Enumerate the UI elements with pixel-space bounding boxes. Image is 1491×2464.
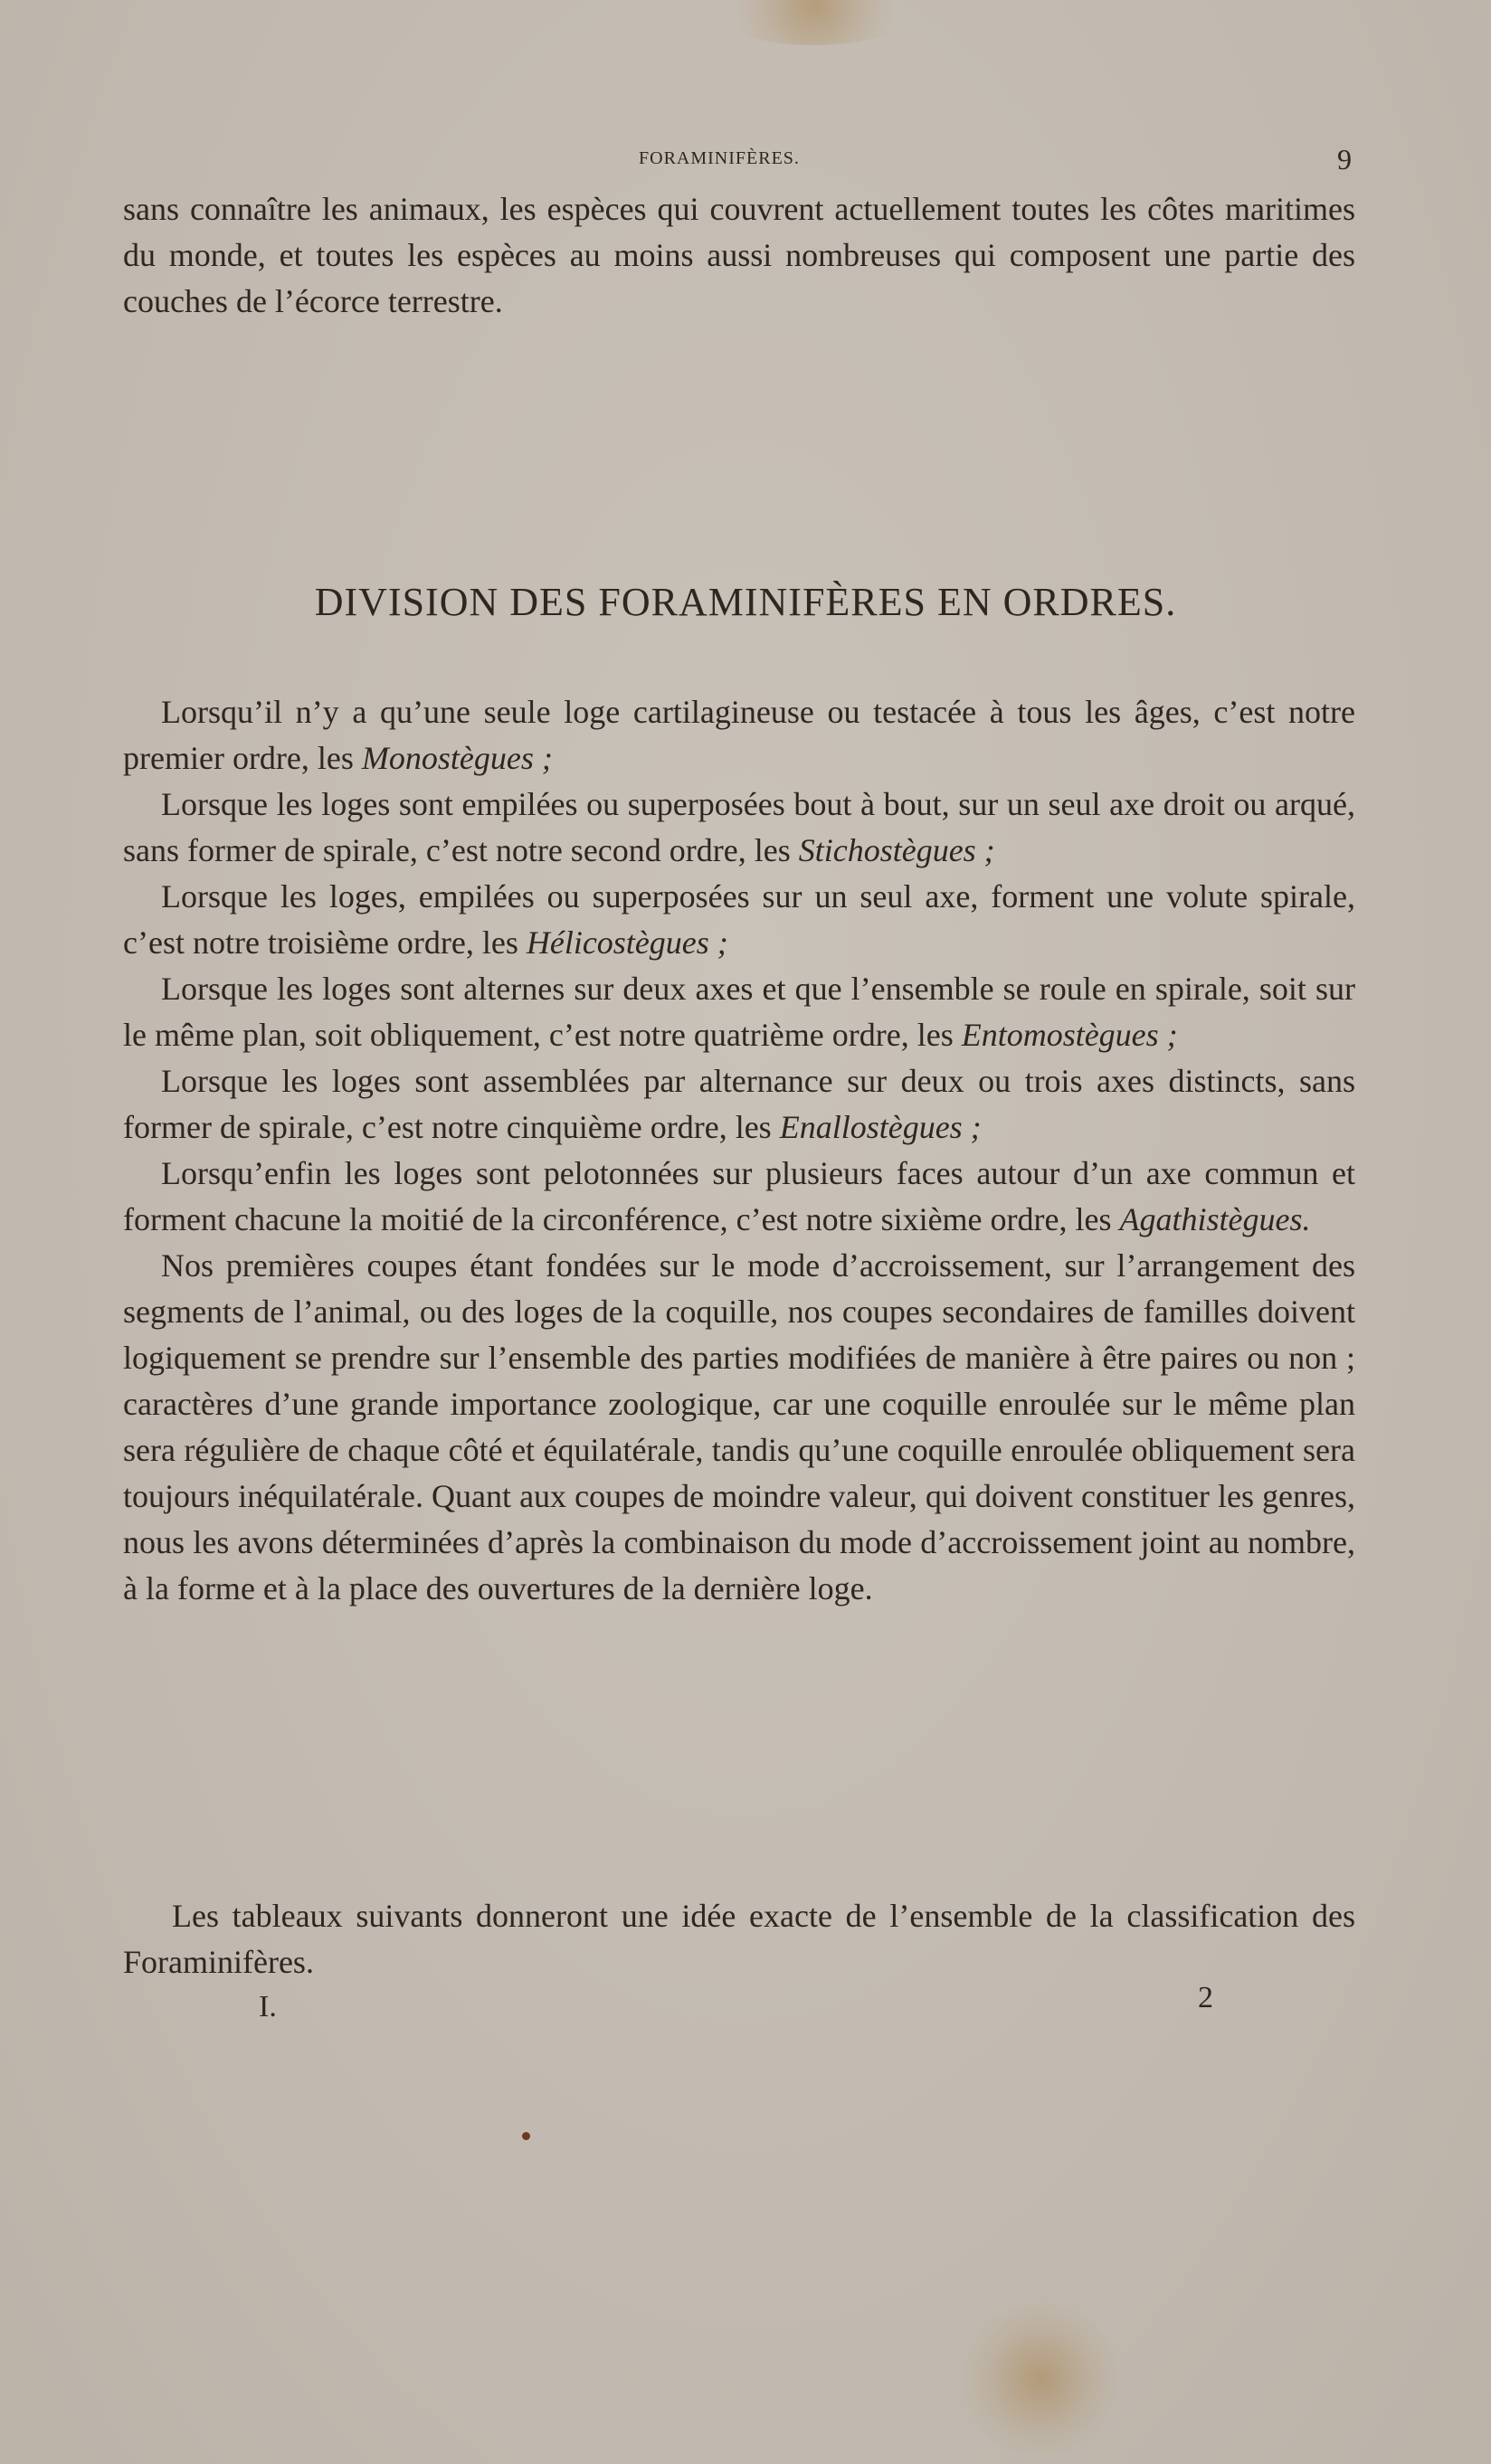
- discussion-paragraph: Nos premières coupes étant fondées sur le mode d’accroissement, sur l’arrangement des segments de l’animal, ou des loges de la coquille, nos coupes secondaires de familles doivent logiquement se prendre sur l’ensemble des parties modifiées de manière à être paires ou non ; caractères d’une grande importance zoologique, car une coquille enroulée sur le même plan sera régulière de chaque côté et équilatérale, tandis qu’une coquille enroulée obliquement sera toujours inéquilatérale. Quant aux coupes de moindre valeur, qui doivent constituer les genres, nous les avons déterminées d’après la combinaison du mode d’accroissement joint au nombre, à la forme et à la place des ouvertures de la dernière loge.: [123, 1247, 1355, 1606]
- main-body: [123, 689, 1355, 1612]
- order-paragraph-2: [123, 782, 1355, 874]
- intro-text: sans connaître les animaux, les espèces qui couvrent actuellement toutes les côtes maritimes du monde, et toutes les espèces au moins aussi nombreuses qui composent une partie des couches de l’écorce terrestre.: [123, 191, 1355, 319]
- closing-paragraph: [123, 1893, 1355, 1985]
- order-text: Lorsqu’enfin les loges sont pelotonnées sur plusieurs faces autour d’un axe commun et forment chacune la moitié de la circonférence, c’est notre sixième ordre, les: [123, 1155, 1355, 1237]
- running-head: [0, 143, 1491, 175]
- order-text: Lorsque les loges sont empilées ou superposées bout à bout, sur un seul axe droit ou arqué, sans former de spirale, c’est notre second ordre, les: [123, 786, 1355, 868]
- volume-signature: I.: [259, 1990, 277, 2023]
- order-text: Lorsque les loges sont alternes sur deux axes et que l’ensemble se roule en spirale, soit sur le même plan, soit obliquement, c’est notre quatrième ordre, les: [123, 971, 1355, 1053]
- stain-bottom: [959, 2298, 1122, 2460]
- order-paragraph-6: [123, 1151, 1355, 1243]
- order-name: Agathistègues.: [1119, 1201, 1311, 1237]
- order-paragraph-5: [123, 1058, 1355, 1151]
- running-title: FORAMINIFÈRES.: [639, 148, 800, 168]
- order-text: Lorsque les loges sont assemblées par alternance sur deux ou trois axes distincts, sans former de spirale, c’est notre cinquième ordre, les: [123, 1063, 1355, 1145]
- order-name: Entomostègues ;: [961, 1017, 1178, 1053]
- order-paragraph-1: [123, 689, 1355, 782]
- order-paragraph-4: [123, 966, 1355, 1058]
- stain-top: [706, 0, 923, 45]
- gathering-signature: 2: [1198, 1981, 1213, 2014]
- intro-paragraph: [123, 186, 1355, 325]
- order-text: Lorsque les loges, empilées ou superposées sur un seul axe, forment une volute spirale, c’est notre troisième ordre, les: [123, 878, 1355, 961]
- order-name: Enallostègues ;: [779, 1109, 982, 1145]
- order-paragraph-3: [123, 874, 1355, 966]
- order-name: Stichostègues ;: [798, 832, 995, 868]
- section-title: DIVISION DES FORAMINIFÈRES EN ORDRES.: [314, 580, 1177, 624]
- order-name: Monostègues ;: [361, 740, 553, 776]
- order-text: Lorsqu’il n’y a qu’une seule loge cartilagineuse ou testacée à tous les âges, c’est notre premier ordre, les: [123, 694, 1355, 776]
- page-number: 9: [1337, 143, 1352, 175]
- closing-text: Les tableaux suivants donneront une idée exacte de l’ensemble de la classification des Foraminifères.: [123, 1898, 1355, 1980]
- ink-speck: [522, 2132, 530, 2140]
- order-name: Hélicostègues ;: [526, 924, 728, 961]
